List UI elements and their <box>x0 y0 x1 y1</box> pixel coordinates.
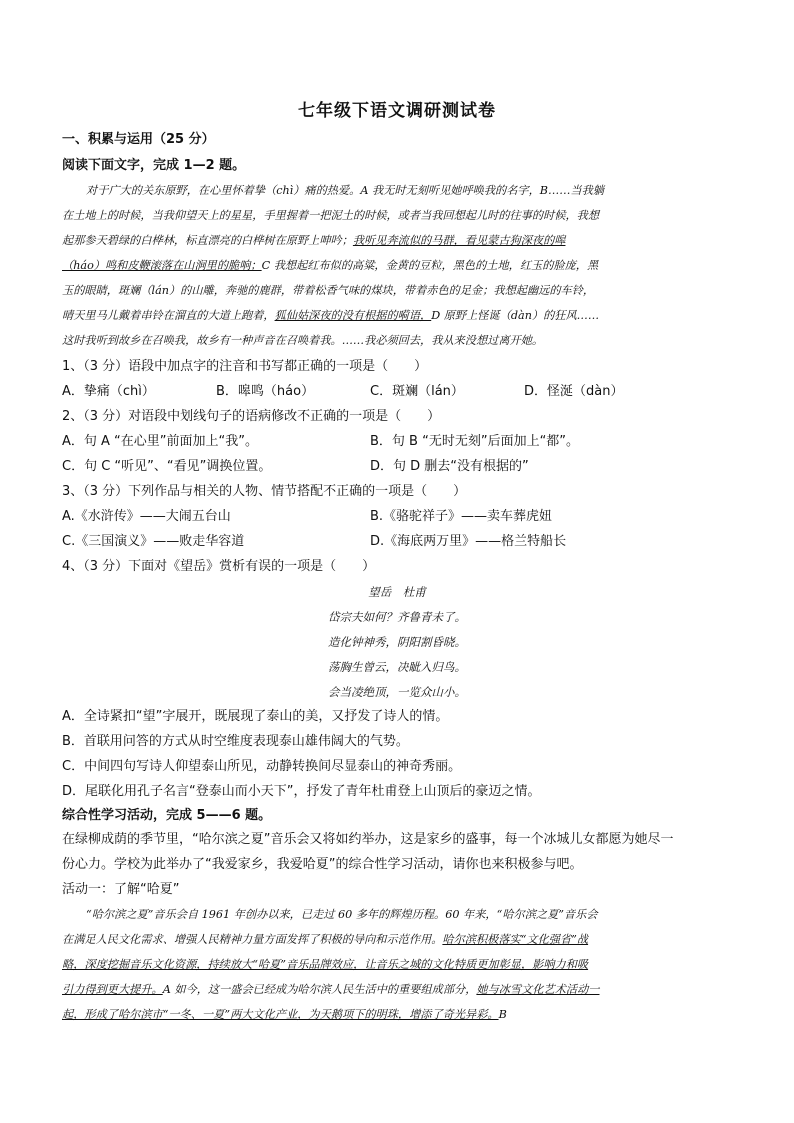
passage-text: “哈尔滨之夏”音乐会自 1961 年创办以来，已走过 60 多年的辉煌历程。60 年来，“哈尔滨之夏”音乐会 <box>86 908 598 921</box>
passage-text: B <box>498 1008 507 1021</box>
reading-instruction: 阅读下面文字，完成 1—2 题。 <box>62 158 246 173</box>
q4-option-a[interactable]: A．全诗紧扣“望”字展开，既展现了泰山的美，又抒发了诗人的情。 <box>62 709 449 724</box>
poem-line: 会当凌绝顶，一览众山小。 <box>328 685 466 699</box>
q3-option-b[interactable]: B.《骆驼祥子》——卖车葬虎妞 <box>370 509 553 524</box>
passage-text: 玉的眼睛，斑斓（lán）的山雕，奔驰的鹿群，带着松香气味的煤块，带着赤色的足金；我想起幽远的车铃， <box>62 284 595 297</box>
activity-heading: 综合性学习活动，完成 5——6 题。 <box>62 808 272 823</box>
q3-option-d[interactable]: D.《海底两万里》——格兰特船长 <box>370 534 567 549</box>
poem-line: 荡胸生曾云，决眦入归鸟。 <box>328 660 466 674</box>
passage-line <box>62 181 742 201</box>
section-heading: 一、积累与运用（25 分） <box>62 132 215 147</box>
q2-option-b[interactable]: B．句 B “无时无刻”后面加上“都”。 <box>370 434 580 449</box>
passage-text: 对于广大的关东原野，在心里怀着挚（chì）痛的热爱。A 我无时无刻听见她呼唤我的名字，B……当我躺 <box>86 184 604 197</box>
underlined-sentence: 略，深度挖掘音乐文化资源，持续放大“哈夏”音乐品牌效应，让音乐之城的文化特质更加彰显，影响力和吸 <box>62 958 589 971</box>
q4-option-b[interactable]: B．首联用问答的方式从时空维度表现泰山雄伟阔大的气势。 <box>62 734 409 749</box>
question-1-stem: 1、（3 分）语段中加点字的注音和书写都正确的一项是（ ） <box>62 359 428 374</box>
q3-option-c[interactable]: C.《三国演义》——败走华容道 <box>62 534 245 549</box>
q1-option-b[interactable]: B．嗥鸣（háo） <box>216 384 315 399</box>
passage-line <box>62 281 742 301</box>
q2-option-a[interactable]: A．句 A “在心里”前面加上“我”。 <box>62 434 258 449</box>
q3-option-a[interactable]: A.《水浒传》——大闹五台山 <box>62 509 231 524</box>
passage-line <box>62 331 742 351</box>
underlined-sentence: 引力得到更大提升。 <box>62 983 163 996</box>
q2-option-c[interactable]: C．句 C “听见”、“看见”调换位置。 <box>62 459 272 474</box>
poem-line: 岱宗夫如何？齐鲁青未了。 <box>328 610 466 624</box>
q1-option-a[interactable]: A．挚痛（chì） <box>62 384 155 399</box>
underlined-sentence: 她与冰雪文化艺术活动一 <box>476 983 600 996</box>
passage-line <box>62 955 742 975</box>
activity-1-label: 活动一：了解“哈夏” <box>62 882 180 897</box>
underlined-sentence: 起，形成了哈尔滨市“一冬、一夏”两大文化产业，为天鹅项下的明珠，增添了奇光异彩。 <box>62 1008 499 1021</box>
underlined-sentence: （háo）鸣和皮鞭滚落在山涧里的脆响； <box>62 259 262 272</box>
passage-line <box>62 980 742 1000</box>
q4-option-c[interactable]: C．中间四句写诗人仰望泰山所见，动静转换间尽显泰山的神奇秀丽。 <box>62 759 462 774</box>
passage-line <box>62 905 742 925</box>
activity-intro-line: 份心力。学校为此举办了“我爱家乡，我爱哈夏”的综合性学习活动，请你也来积极参与吧。 <box>62 857 583 872</box>
passage-line <box>62 930 742 950</box>
underlined-sentence: 哈尔滨积极落实“文化强省”战 <box>442 933 589 946</box>
page-title: 七年级下语文调研测试卷 <box>298 101 496 121</box>
poem-line: 造化钟神秀，阴阳割昏晓。 <box>328 635 466 649</box>
passage-text: D 原野上怪诞（dàn）的狂风…… <box>431 309 600 322</box>
question-2-stem: 2、（3 分）对语段中划线句子的语病修改不正确的一项是（ ） <box>62 409 441 424</box>
question-3-stem: 3、（3 分）下列作品与相关的人物、情节搭配不正确的一项是（ ） <box>62 484 467 499</box>
passage-text: 晴天里马儿戴着串铃在溜直的大道上跑着， <box>62 309 275 322</box>
passage-line <box>62 1005 742 1025</box>
underlined-sentence: 狐仙姑深夜的没有根据的嗬语， <box>274 309 432 322</box>
passage-text: 这时我听到故乡在召唤我，故乡有一种声音在召唤着我。……我必须回去，我从来没想过离开她。 <box>62 334 544 347</box>
question-4-stem: 4、（3 分）下面对《望岳》赏析有误的一项是（ ） <box>62 559 376 574</box>
q4-option-d[interactable]: D．尾联化用孔子名言“登泰山而小天下”，抒发了青年杜甫登上山顶后的豪迈之情。 <box>62 784 541 799</box>
passage-text: C 我想起红布似的高粱，金黄的豆粒，黑色的土地，红玉的脸庞，黑 <box>261 259 599 272</box>
activity-intro-line: 在绿柳成荫的季节里，“哈尔滨之夏”音乐会又将如约举办，这是家乡的盛事，每一个冰城儿女都愿为她尽一 <box>62 832 674 847</box>
passage-text: 在满足人民文化需求、增强人民精神力量方面发挥了积极的导向和示范作用。 <box>62 933 443 946</box>
q2-option-d[interactable]: D．句 D 删去“没有根据的” <box>370 459 529 474</box>
underlined-sentence: 我听见奔流似的马群，看见蒙古狗深夜的嗥 <box>352 234 566 247</box>
passage-line <box>62 206 742 226</box>
passage-line <box>62 256 742 276</box>
passage-text: 在土地上的时候，当我仰望天上的星星，手里握着一把泥土的时候，或者当我回想起儿时的往事的时候，我想 <box>62 209 600 222</box>
q1-option-c[interactable]: C．斑斓（lán） <box>370 384 464 399</box>
q1-option-d[interactable]: D．怪涎（dàn） <box>524 384 624 399</box>
passage-text: 起那参天碧绿的白桦林，标直漂亮的白桦树在原野上呻吟； <box>62 234 353 247</box>
passage-line <box>62 306 742 326</box>
poem-title: 望岳 杜甫 <box>368 585 426 599</box>
passage-text: A 如今，这一盛会已经成为哈尔滨人民生活中的重要组成部分， <box>162 983 477 996</box>
passage-line <box>62 231 742 251</box>
